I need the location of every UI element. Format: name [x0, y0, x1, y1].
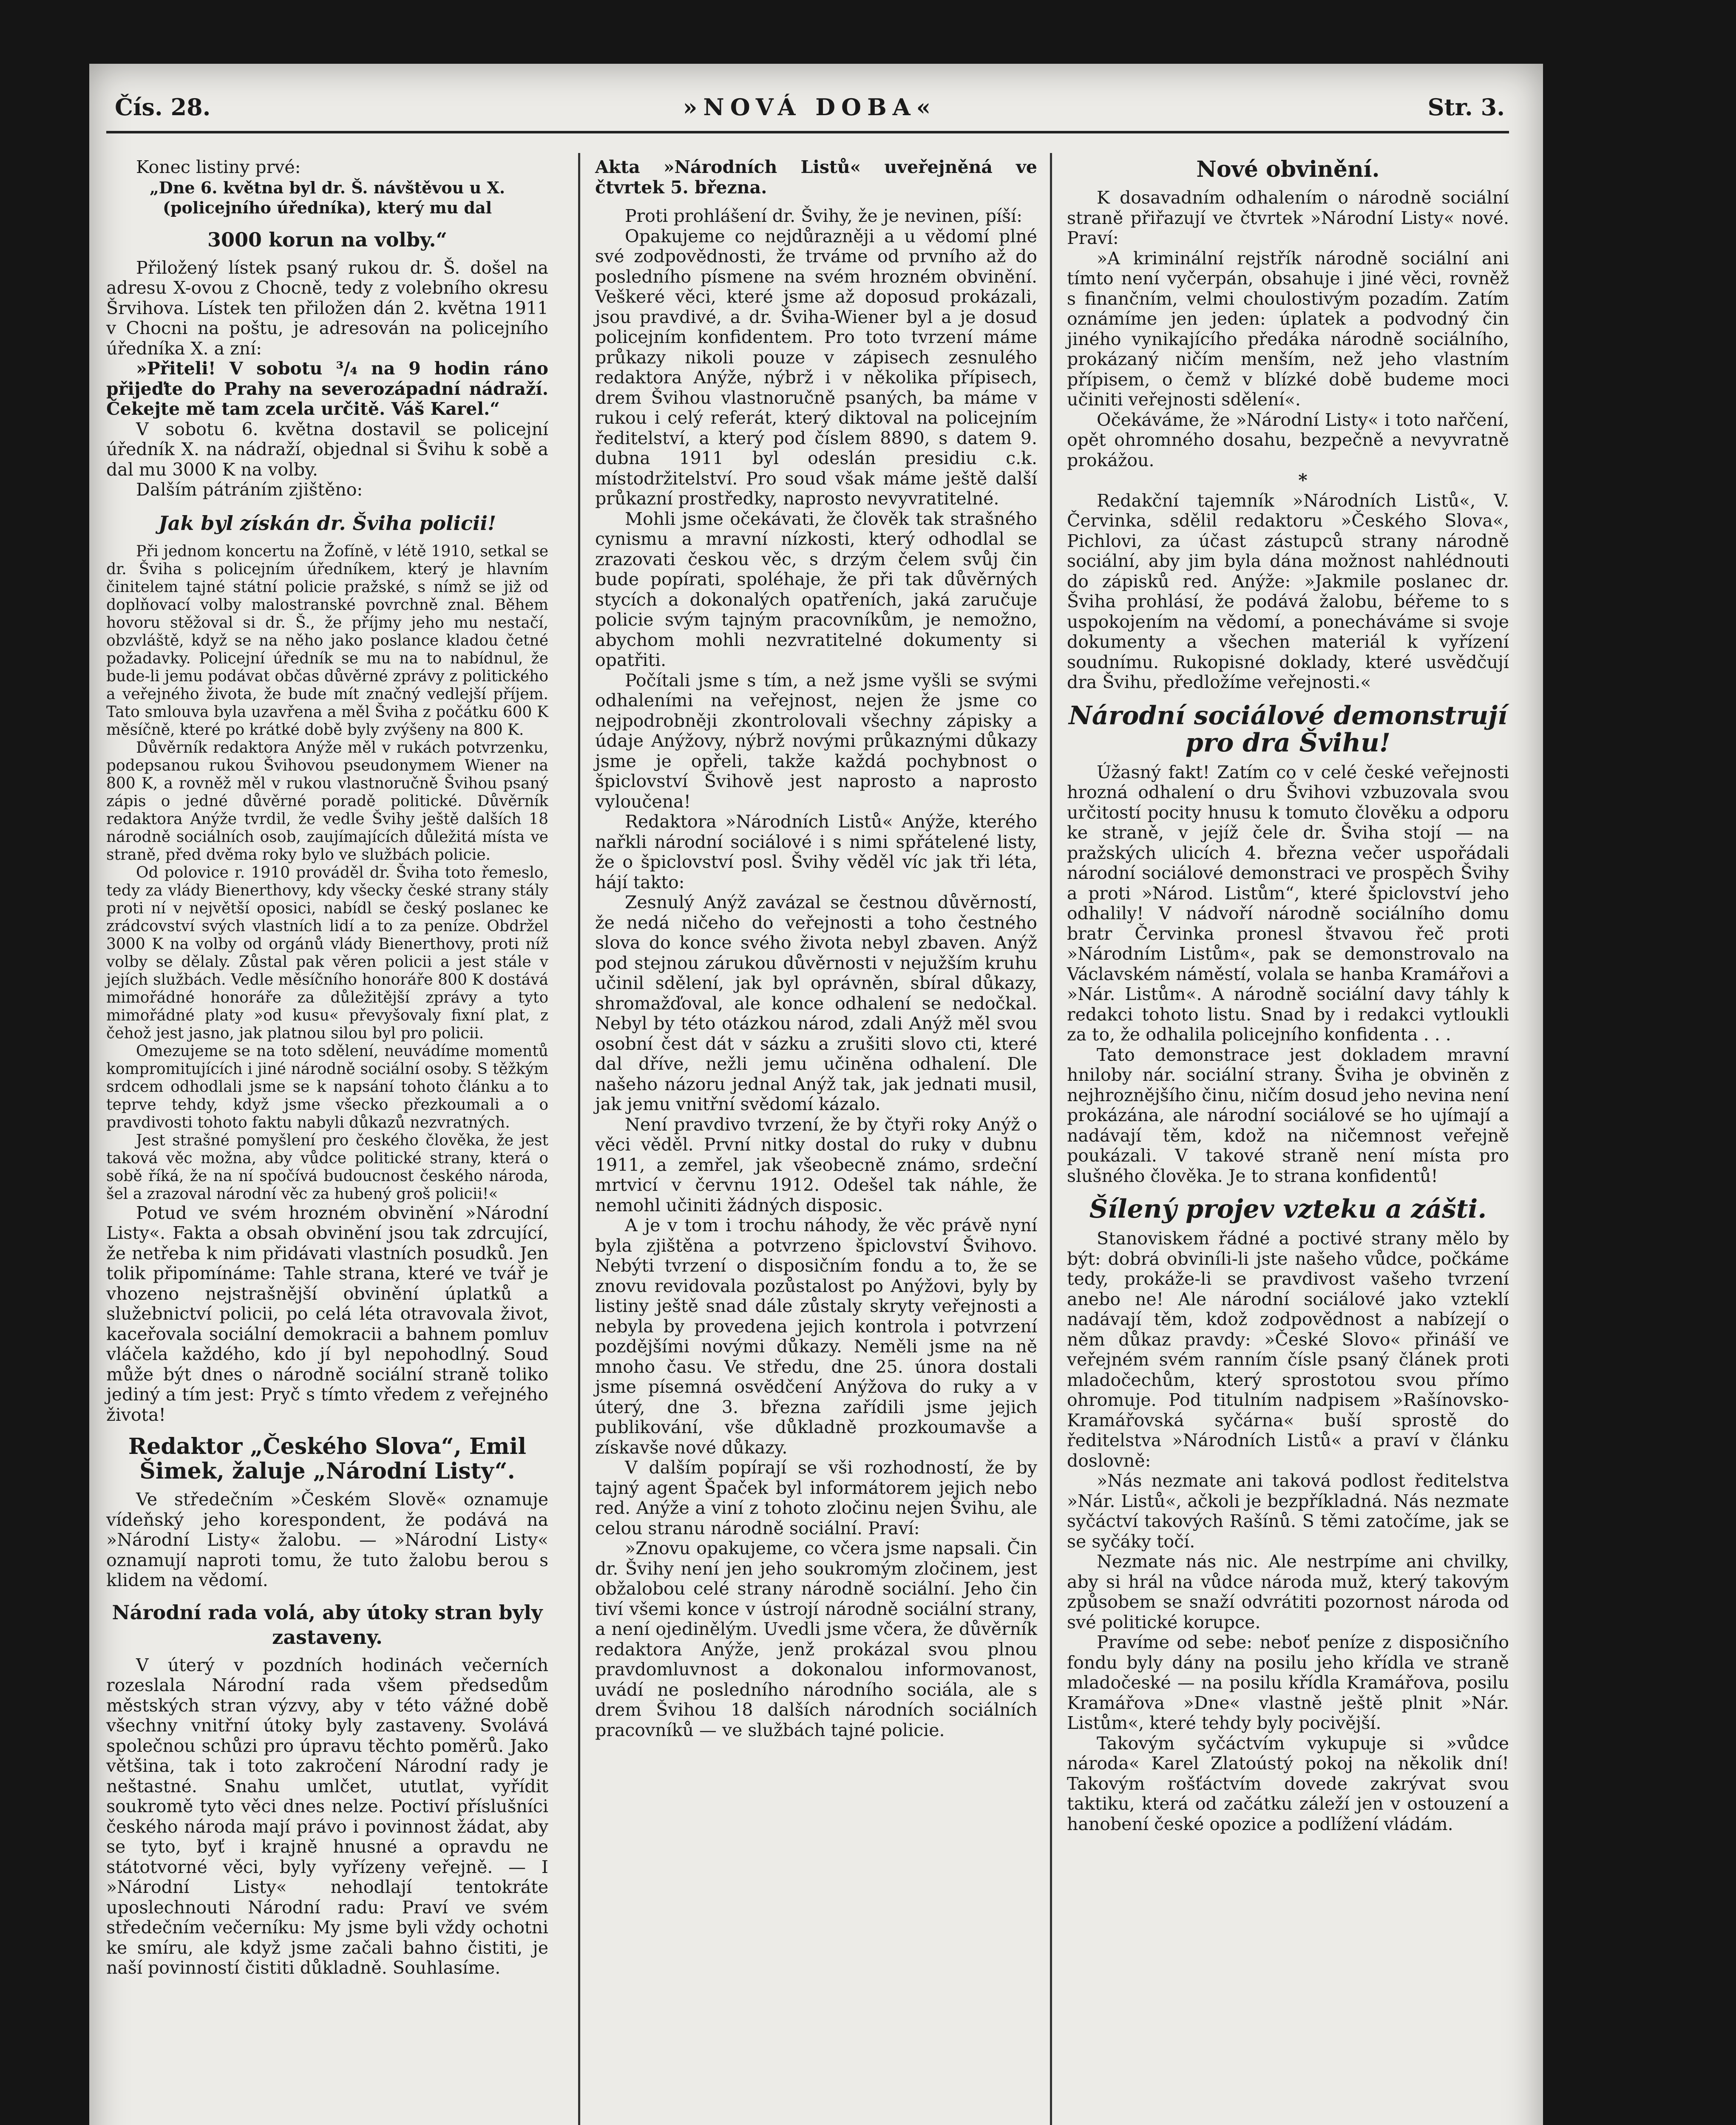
quoted-line: „Dne 6. května byl dr. Š. návštěvou u X. (policejního úředníka), který mu dal — [149, 178, 505, 217]
paragraph: Proti prohlášení dr. Švihy, že je nevinen, píší: — [625, 206, 1023, 226]
paragraph: Důvěrník redaktora Anýže měl v rukách potvrzenku, podepsanou rukou Švihovou pseudonymem Wiener na 800 K, a rovněž měl v rukou vlastnoručně Švihou psaný zápis o jedné důvěrné poradě politické. Důvěrník redaktora Anýže tvrdil, že vedle Švihy ještě dalších 18 národně sociálních osob, zaujímajících důležitá místa ve straně, před dvěma roky bylo ve službách policie. — [106, 739, 548, 864]
newspaper-page — [89, 64, 1543, 2125]
paragraph: Přiložený lístek psaný rukou dr. Š. došel na adresu X-ovou z Chocně, tedy z volebního okresu Šrvihova. Lístek ten přiložen dán 2. května 1911 v Chocni na poštu, je adresován na policejního úředníka X. a zní: — [106, 257, 548, 359]
paragraph: »Nás nezmate ani taková podlost ředitelstva »Nár. Listů«, ačkoli je bezpříkladná. Nás nezmate syčáctví takových Rašínů. S těmi zatočíme, jak se se syčáky točí. — [1067, 1470, 1509, 1552]
running-header — [115, 94, 1505, 128]
paragraph: »Znovu opakujeme, co včera jsme napsali. Čin dr. Švihy není jen jeho soukromým zločinem, jest obžalobou celé strany národně sociální. Jeho čin tiví všemi konce v ústrojí národně sociální strany, a není ojedinělým. Uvedli jsme včera, že důvěrník redaktora Anýže, jenž prokázal svou plnou pravdomluvnost a dokonalou informovanost, uvádí ne posledního národního sociála, ale s drem Švihou 18 dalších národních sociálních pracovníků — ve službách tajné policie. — [595, 1538, 1037, 1740]
separator-star: * — [1298, 470, 1308, 490]
page-number: Str. 3. — [1427, 94, 1505, 121]
paragraph: V úterý v pozdních hodinách večerních rozeslala Národní rada všem předsedům městských stran výzvy, aby v této vážné době všechny vnitřní útoky byly zastaveny. Svolává společnou schůzi pro úpravu těchto poměrů. Jako většina, tak i toto zakročení Národní rady je neštastné. Snahu umlčet, ututlat, vyřídit soukromě tyto věci dnes nelze. Poctiví příslušníci českého národa mají právo i povinnost žádat, aby se tyto, byť i krajně hnusné a opravdu ne státotvorné věci, byly vyřízeny veřejně. — I »Národní Listy« nehodlají tentokráte uposlechnouti Národní radu: Praví ve svém středečním večerníku: My jsme byli vždy ochotni ke smíru, ale když jsme začali bahno čistiti, je naší povinností čistiti důkladně. Souhlasíme. — [106, 1655, 548, 1978]
paragraph: Konec listiny prvé: — [136, 157, 301, 177]
paragraph: Takovým syčáctvím vykupuje si »vůdce národa« Karel Zlatoústý pokoj na několik dní! Takovým rošťáctvím dovede zakrývat svou taktiku, která od začátku záleží jen v ostouzení a hanobení české opozice a podlížení vládám. — [1067, 1733, 1509, 1834]
column-2 — [595, 157, 1037, 1740]
column-rule-2 — [1050, 153, 1052, 2125]
paragraph: »A kriminální rejstřík národně sociální ani tímto není vyčerpán, obsahuje i jiné věci, rovněž s finančním, velmi choulostivým pozadím. Zatím oznámíme jen jeden: úplatek a podvodný čin jiného vynikajícího předáka národně sociálního, prokázaný ničím menším, než jeho vlastním přípisem, o čemž v blízké době budeme moci učiniti veřejnosti sdělení«. — [1067, 248, 1509, 410]
paragraph: Od polovice r. 1910 prováděl dr. Šviha toto řemeslo, tedy za vlády Bienerthovy, kdy všecky české strany stály proti ní v největší oposici, nabídl se český poslanec ke zrádcovství svých vlastních lidí a to za peníze. Obdržel 3000 K na volby od orgánů vlády Bienerthovy, proti níž volby se dělaly. Zůstal pak věren policii a jest stále v jejích službách. Vedle měsíčního honoráře 800 K dostává mimořádné honoráře za důležitější zprávy a tyto mimořádné platy »od kusu« převyšovaly fixní plat, z čehož jest jasno, jak platnou silou byl pro policii. — [106, 864, 548, 1042]
paragraph: Redakční tajemník »Národních Listů«, V. Červinka, sdělil redaktoru »Českého Slova«, Pichlovi, za účast zástupců strany národně sociální, aby jim byla dána možnost nahlédnouti do zápisků red. Anýže: »Jakmile poslanec dr. Šviha prohlásí, že podává žalobu, béřeme to s uspokojením na vědomí, a ponecháváme si svoje dokumenty a všechen materiál k vyřízení soudnímu. Rukopisné doklady, které usvědčují dra Švihu, předložíme veřejnosti.« — [1067, 490, 1509, 692]
paragraph: Jest strašné pomyšlení pro českého člověka, že jest taková věc možna, aby vůdce politické strany, která o sobě říká, že na ní spočívá budoucnost českého národa, šel a zrazoval národní věc za hubený groš policii!« — [106, 1131, 548, 1203]
paragraph: Ve středečním »Českém Slově« oznamuje vídeňský jeho korespondent, že podává na »Národní Listy« žalobu. — »Národní Listy« oznamují naproti tomu, že tuto žalobu berou s klidem na vědomí. — [106, 1489, 548, 1590]
headline-3000: 3000 korun na volby.“ — [207, 228, 447, 251]
paragraph: Opakujeme co nejdůrazněji a u vědomí plné své zodpovědnosti, že trváme od prvního až do posledního písmene na svém hrozném obvinění. Veškeré věci, které jsme až doposud prokázali, jsou pravdivé, a dr. Šviha-Wiener byl a je dosud policejním konfidentem. Pro toto tvrzení máme průkazy nikoli pouze v zápisech zesnulého redaktora Anýže, nýbrž i v několika přípisech, drem Švihou vlastnoručně psaných, ba máme v rukou i celý referát, který diktoval na policejním ředitelství, a který pod číslem 8890, s datem 9. dubna 1911 byl odeslán presidiu c.k. místodržitelství. Pro soud však máme ještě další průkazní prostředky, naprosto nevyvratitelné. — [595, 226, 1037, 509]
headline: Šílený projev vzteku a zášti. — [1089, 1194, 1487, 1224]
headline: Národní rada volá, aby útoky stran byly zastaveny. — [112, 1601, 543, 1649]
headline: Redaktor „Českého Slova“, Emil Šimek, žaluje „Národní Listy“. — [128, 1434, 527, 1484]
paragraph: K dosavadním odhalením o národně sociální straně přiřazují ve čtvrtek »Národní Listy« nové. Praví: — [1067, 187, 1509, 248]
column-1 — [106, 157, 548, 1978]
headline: Jak byl získán dr. Šviha policii! — [158, 511, 496, 535]
headline: Národní sociálové demonstrují pro dra Švihu! — [1069, 700, 1507, 758]
paragraph: Redaktora »Národních Listů« Anýže, kterého nařkli národní sociálové i s nimi spřátelené listy, že o špiclovství posl. Švihy věděl víc jak tři léta, hájí takto: — [595, 811, 1037, 892]
paragraph: Při jednom koncertu na Žofíně, v létě 1910, setkal se dr. Šviha s policejním úředníkem, který je hlavním činitelem tajné státní policie pražské, s nímž se již od doplňovací volby malostranské povrchně znal. Během hovoru stěžoval si dr. Š., že příjmy jeho mu nestačí, obzvláště, když se na něho jako poslance kladou četné požadavky. Policejní úředník se mu na to nabídnul, že bude-li jemu podávat občas důvěrné zprávy z politického a veřejného života, že bude mít značný vedlejší příjem. Tato smlouva byla uzavřena a měl Šviha z počátku 600 K měsíčně, které po krátké době byly zvýšeny na 800 K. — [106, 542, 548, 739]
paragraph: V sobotu 6. května dostavil se policejní úředník X. na nádraží, objednal si Švihu k sobě a dal mu 3000 K na volby. — [106, 419, 548, 480]
newspaper-title: »NOVÁ DOBA« — [683, 94, 937, 121]
paragraph: Zesnulý Anýž zavázal se čestnou důvěrností, že nedá ničeho do veřejnosti a toho čestného slova do konce svého života nebyl zbaven. Anýž pod stejnou zárukou důvěrnosti v nejužším kruhu učinil sdělení, jak byl oprávněn, sbíral důkazy, shromažďoval, ale konce odhalení se nedočkal. Nebyl by této otázkou národ, zdali Anýž měl svou osobní čest dát v sázku a zrušiti slovo cti, které dal dříve, nežli jemu učiněna odhalení. Dle našeho názoru jednal Anýž tak, jak jednati musil, jak jemu vnitřní svědomí kázalo. — [595, 892, 1037, 1114]
column-rule-1 — [578, 153, 580, 2125]
paragraph: »Přiteli! V sobotu ³/₄ na 9 hodin ráno přijeďte do Prahy na severozápadní nádraží. Čekejte mě tam zcela určitě. Váš Karel.“ — [106, 358, 548, 419]
paragraph: Úžasný fakt! Zatím co v celé české veřejnosti hrozná odhalení o dru Švihovi vzbuzovala svou určitostí pocity hnusu k tomuto člověku a odporu ke straně, v jejíž čele dr. Šviha stojí — na pražských ulicích 4. března večer uspořádali národní sociálové demonstraci ve prospěch Švihy a proti »Národ. Listům“, které špiclovství jeho odhalily! V nádvoří národně sociálního domu bratr Červinka pronesl štvavou řeč proti »Národním Listům«, pak se demonstrovalo na Václavském náměstí, volala se hanba Kramářovi a »Nár. Listům«. A národně sociální davy táhly k redakci tohoto listu. Snad by i redakci vytloukli za to, že odhalila policejního konfidenta . . . — [1067, 762, 1509, 1045]
paragraph: Nezmate nás nic. Ale nestrpíme ani chvilky, aby si hrál na vůdce národa muž, který takovým způsobem se snaží odvrátiti pozornost národa od své politické korupce. — [1067, 1551, 1509, 1632]
headline: Nové obvinění. — [1196, 156, 1380, 182]
paragraph: Pravíme od sebe: neboť peníze z disposičního fondu byly dány na posilu jeho křídla ve straně mladočeské — na posilu křídla Kramářova, posilu Kramářova »Dne« vlastně ještě plnit »Nár. Listům«, které tehdy byly pocivější. — [1067, 1632, 1509, 1733]
header-rule — [106, 131, 1509, 133]
paragraph: Potud ve svém hrozném obvinění »Národní Listy«. Fakta a obsah obvinění jsou tak zdrcující, že netřeba k nim přidávati vlastních posudků. Jen tolik připomínáme: Tahle strana, které ve tvář je vhozeno nejstrašnější obvinění úplatků a služebnictví policii, po celá léta otravovala život, kaceřovala sociální demokracii a bahnem pomluv vláčela každého, kdo jí byl nepohodlný. Soud může být dnes o národně sociální straně toliko jediný a tím jest: Pryč s tímto vředem z veřejného života! — [106, 1202, 548, 1425]
paragraph: Akta »Národních Listů« uveřejněná ve čtvrtek 5. března. — [595, 157, 1037, 198]
paragraph: Mohli jsme očekávati, že člověk tak strašného cynismu a mravní nízkosti, který odhodlal se zrazovati českou věc, s drzým čelem svůj čin bude popírati, spoléhaje, že při tak důvěrných stycích a dokonalých opatřeních, jaká zaručuje policie svým tajným pracovníkům, je nemožno, abychom mohli nezvratitelné dokumenty si opatřiti. — [595, 508, 1037, 670]
column-3 — [1067, 157, 1509, 1834]
paragraph: Není pravdivo tvrzení, že by čtyři roky Anýž o věci věděl. První nitky dostal do ruky v dubnu 1911, a zemřel, jak všeobecně známo, srdeční mrtvicí v červnu 1912. Odešel tak náhle, že nemohl učiniti žádných disposic. — [595, 1114, 1037, 1216]
issue-number: Čís. 28. — [115, 94, 211, 121]
paragraph: Dalším pátráním zjištěno: — [136, 479, 363, 500]
paragraph: Počítali jsme s tím, a než jsme vyšli se svými odhaleními na veřejnost, nejen že jsme co nejpodrobněji zkontrolovali všechny zápisky a údaje Anýžovy, nýbrž novými průkaznými důkazy jsme je opřeli, takže každá pochybnost o špiclovství Švihově jest naprosto a naprosto vyloučena! — [595, 670, 1037, 812]
paragraph: A je v tom i trochu náhody, že věc právě nyní byla zjištěna a potvrzeno špiclovství Švihovo. Nebýti tvrzení o disposičním fondu a to, že se znovu revidovala pozůstalost po Anýžovi, byly by listiny ještě snad dále zůstaly skryty veřejnosti a nebyla by provedena jejich kontrola i potvrzení pozdějšími novými důkazy. Neměli jsme na ně mnoho času. Ve středu, dne 25. února dostali jsme písemná osvědčení Anýžova do ruky a v úterý, dne 3. března zařídili jsme jejich publikování, vše důkladně prozkoumavše a získavše nové důkazy. — [595, 1215, 1037, 1458]
paragraph: Tato demonstrace jest dokladem mravní hniloby nár. sociální strany. Šviha je obviněn z nejhroznějšího činu, ničím dosud jeho nevina není prokázána, ale národní sociálové se ho ujímají a nadávají těm, kdož na ničemnost veřejně poukázali. V takové straně není místa pro slušného člověka. Je to strana konfidentů! — [1067, 1044, 1509, 1186]
paragraph: Očekáváme, že »Národní Listy« i toto nařčení, opět ohromného dosahu, bezpečně a nevyvratně prokážou. — [1067, 409, 1509, 470]
paragraph: Stanoviskem řádné a poctivé strany mělo by být: dobrá obviníli-li jste našeho vůdce, počkáme tedy, prokáže-li se pravdivost vašeho tvrzení anebo ne! Ale národní sociálové jako vzteklí nadávají těm, kdož zodpovědnost a nabízejí o něm důkaz pravdy: »České Slovo« přináší ve veřejném svém ranním čísle psaný článek proti mladočechům, který sprostotou svou přímo ohromuje. Pod titulním nadpisem »Rašínovsko-Kramářovská syčárna« buší sprostě do ředitelstva »Národních Listů« a praví v článku doslovně: — [1067, 1228, 1509, 1471]
paragraph: Omezujeme se na toto sdělení, neuvádíme momentů kompromitujících i jiné národně sociální osoby. S těžkým srdcem odhodlali jsme se k napsání tohoto článku a to teprve tehdy, když jsme všecko přezkoumali a o pravdivosti tohoto faktu nabyli důkazů nezvratných. — [106, 1042, 548, 1131]
paragraph: V dalším popírají se vši rozhodností, že by tajný agent Špaček byl informátorem jejich nebo red. Anýže a viní z tohoto zločinu nejen Švihu, ale celou stranu národně sociální. Praví: — [595, 1457, 1037, 1538]
